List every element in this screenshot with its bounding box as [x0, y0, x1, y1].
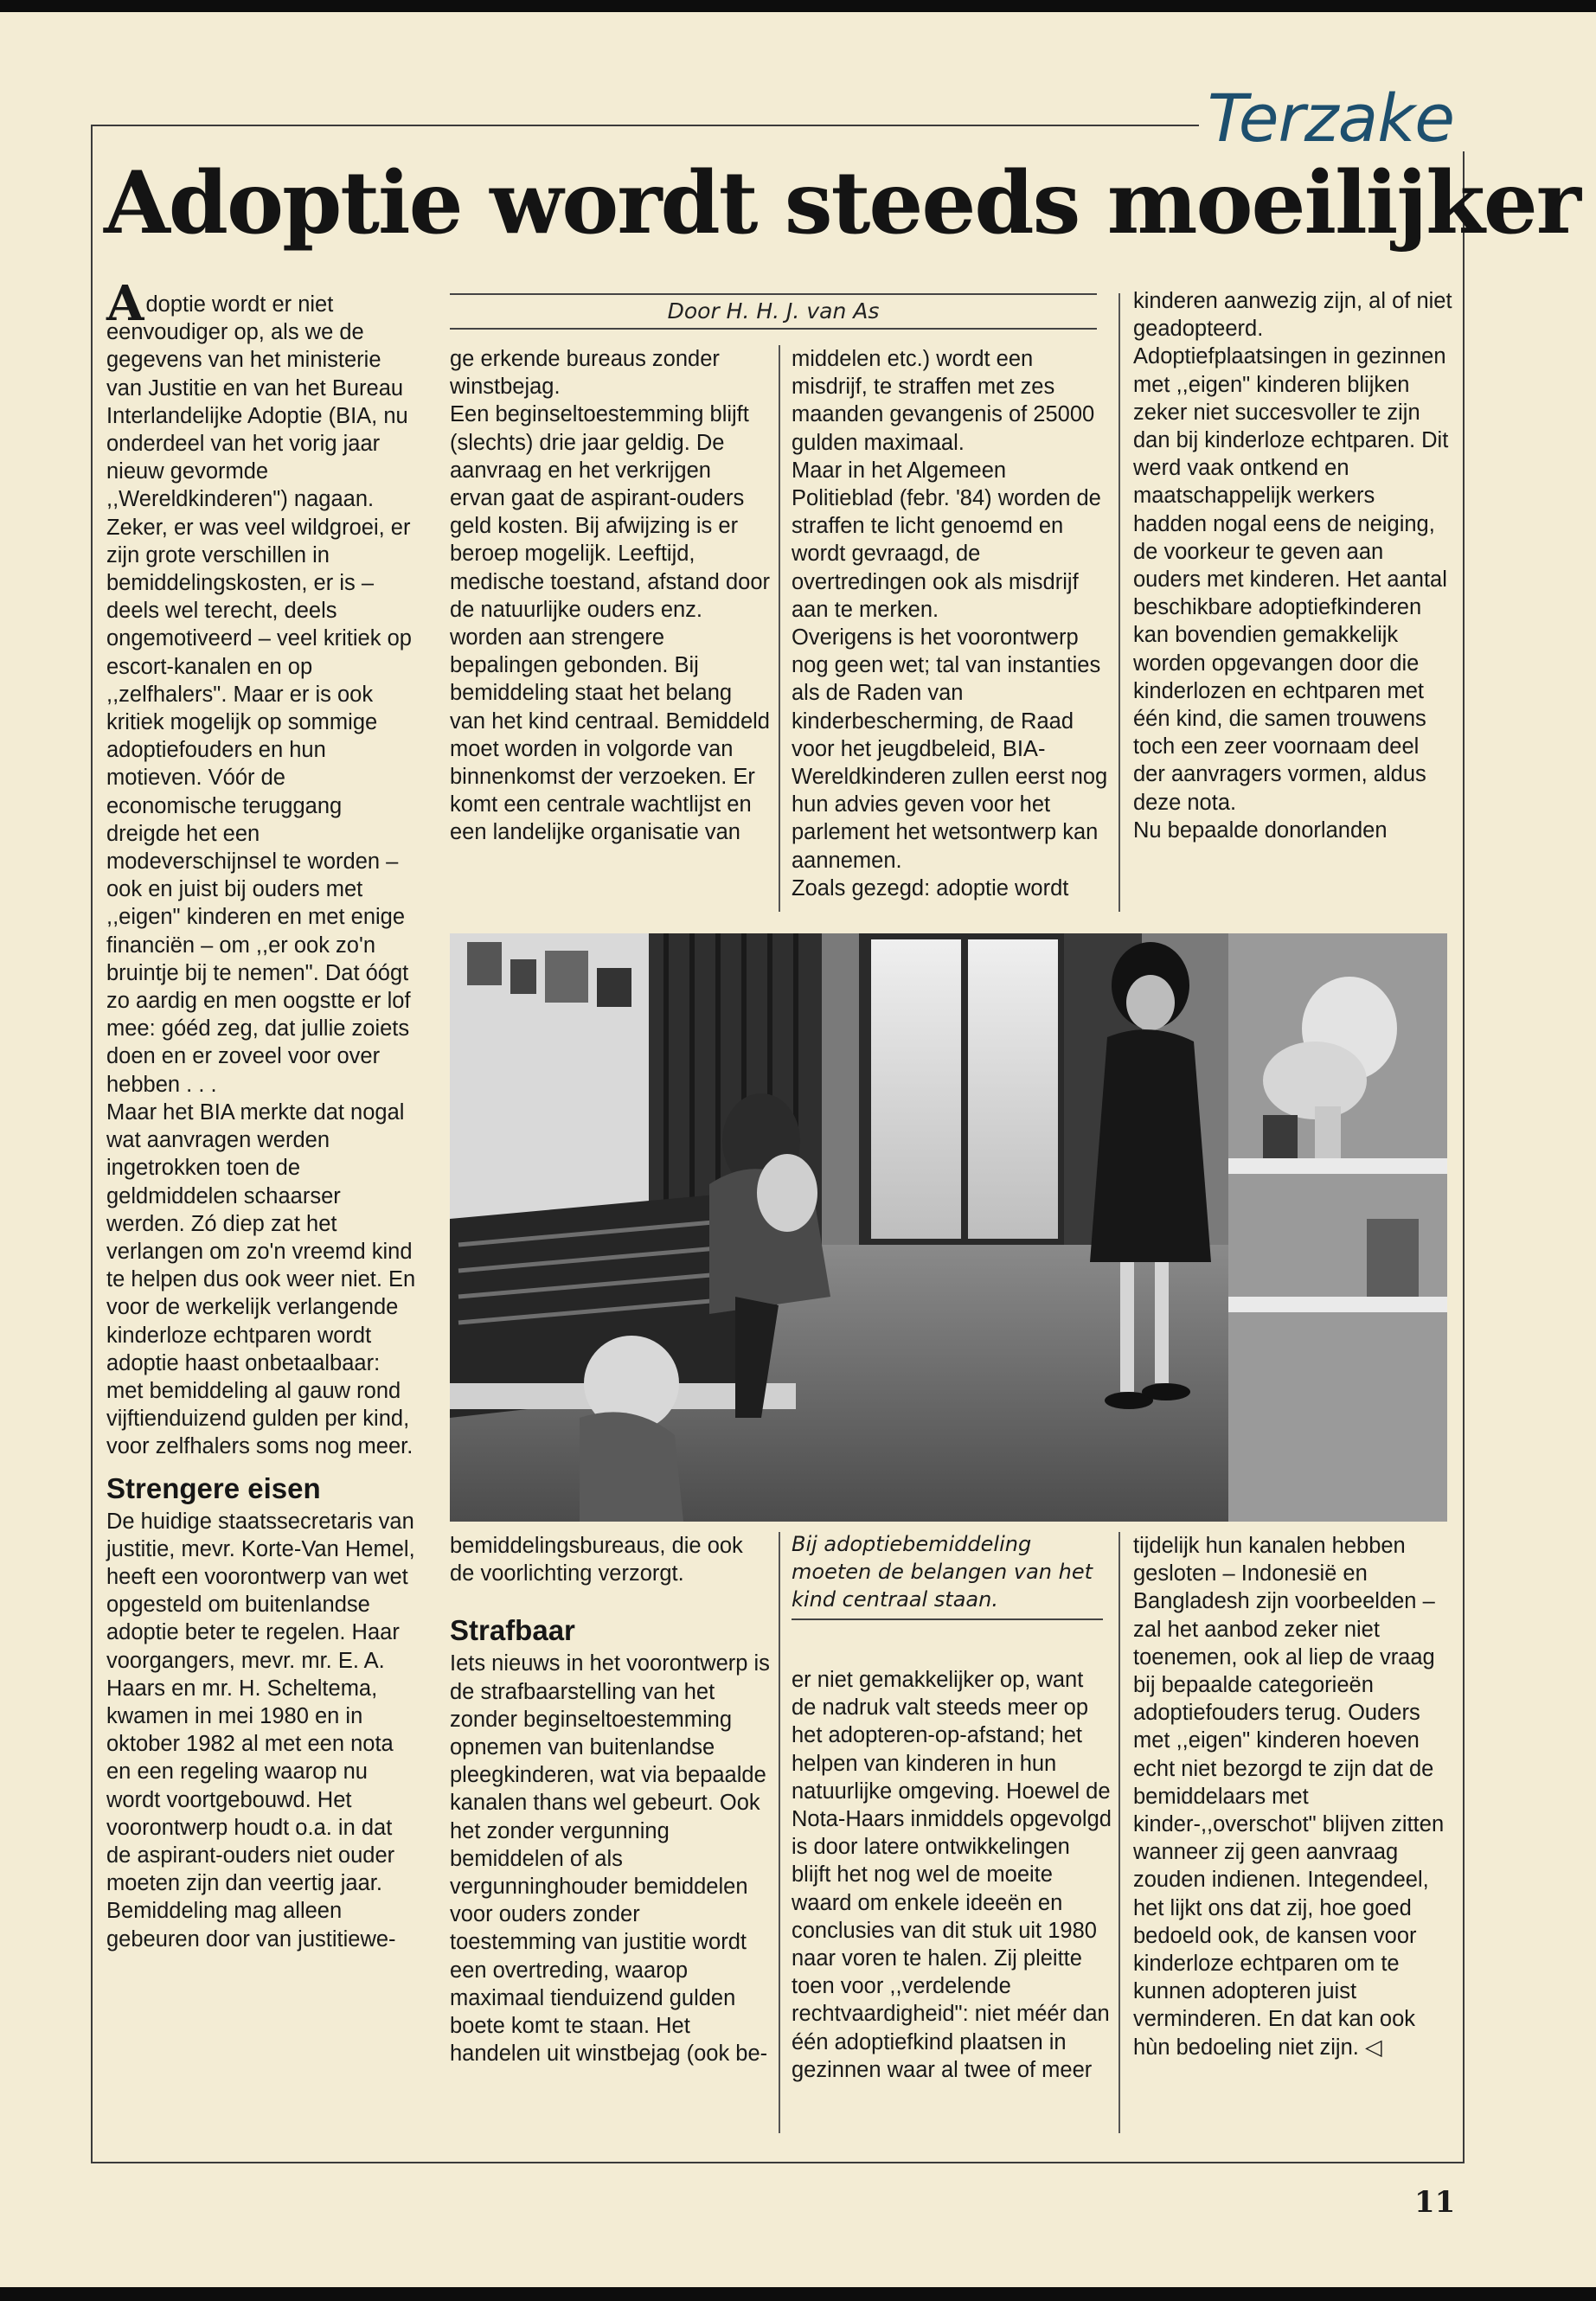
- headline: Adoptie wordt steeds moeilijker: [104, 153, 1580, 253]
- column-4-upper: kinderen aanwezig zijn, al of niet geadopteerd. Adoptiefplaatsingen in gezinnen met ,,eigen" kinderen blijken zeker niet succesvoller te zijn dan bij kinderloze echtparen. Dit werd vaak ontkend en maatschappelijk werkers hadden nogal eens de neiging, de voorkeur te geven aan ouders met kinderen. Het aantal beschikbare adoptiefkinderen kan bovendien gemakkelijk worden opgevangen door die kinderlozen en echtparen met één kind, die samen trouwens toch een zeer voornaam deel der aanvragers vormen, aldus deze nota. Nu bepaalde donorlanden: [1133, 289, 1452, 843]
- photo-children-room: [450, 933, 1447, 1522]
- column-1: [106, 275, 420, 1953]
- photo-caption: Bij adoptiebemiddeling moeten de belangen van het kind centraal staan.: [792, 1530, 1103, 1620]
- subhead-strafbaar: Strafbaar: [450, 1614, 575, 1647]
- column-4-lower: tijdelijk hun kanalen hebben gesloten – Indonesië en Bangladesh zijn voorbeelden – zal het aanbod zeker niet toenemen, ook al liep de vraag bij bepaalde categorieën adoptiefouders terug. Ouders met ,,eigen" kinderen hoeven echt niet bezorgd te zijn dat de bemiddelaars met kinder-,,overschot" blijven zitten wanneer zij geen aanvraag zouden indienen. Integendeel, het lijkt ons dat zij, hoe goed bedoeld ook, de kansen voor kinderloze echtparen om te kunnen adopteren juist verminderen. En dat kan ook hùn bedoeling niet zijn. ◁: [1133, 1534, 1445, 2060]
- column-divider-right: [1118, 293, 1120, 912]
- photo-illustration: [450, 933, 1447, 1522]
- column-2-upper: ge erkende bureaus zonder winstbejag. Een beginseltoestemming blijft (slechts) drie jaar geldig. De aanvraag en het verkrijgen ervan gaat de aspirant-ouders geld kosten. Bij afwijzing is er beroep mogelijk. Leeftijd, medische toestand, afstand door de natuurlijke ouders enz. worden aan strengere bepalingen gebonden. Bij bemiddeling staat het belang van het kind centraal. Bemiddeld moet worden in volgorde van binnenkomst der verzoeken. Er komt een centrale wachtlijst en een landelijke organisatie van: [450, 347, 770, 845]
- column-2-lower: bemiddelingsbureaus, die ook de voorlichting verzorgt. Strafbaar Iets nieuws in het voorontwerp is de strafbaarstelling van het zonder beginseltoestemming opnemen van buitenlandse pleegkinderen, wat via bepaalde kanalen thans wel gebeurt. Ook het zonder vergunning bemiddelen of als vergunninghouder bemiddelen voor ouders zonder toestemming van justitie wordt een overtreding, waarop maximaal tienduizend gulden boete komt te staan. Het handelen uit winstbejag (ook be-: [450, 1532, 770, 2067]
- subhead-strengere-eisen: Strengere eisen: [106, 1471, 321, 1504]
- column-divider-lower-right: [1118, 1532, 1120, 2133]
- drop-cap: A: [106, 275, 144, 332]
- end-mark: ◁: [1364, 2035, 1382, 2060]
- paragraph-bia: Maar het BIA merkte dat nogal wat aanvragen werden ingetrokken toen de geldmiddelen schaarser werden. Zó diep zat het verlangen om zo'n vreemd kind te helpen dus ook weer niet. En voor de werkelijk verlangende kinderloze echtparen wordt adoptie haast onbetaalbaar: met bemiddeling al gauw rond vijftienduizend gulden per kind, voor zelfhalers soms nog meer.: [106, 1099, 416, 1459]
- column-3-lower: er niet gemakkelijker op, want de nadruk valt steeds meer op het adopteren-op-afstand; het helpen van kinderen in hun natuurlijke omgeving. Hoewel de Nota-Haars inmiddels opgevolgd is door latere ontwikkelingen blijft het nog wel de moeite waard om enkele ideeën en conclusies van dit stuk uit 1980 naar voren te halen. Zij pleitte toen voor ,,verdelende rechtvaardigheid": niet méér dan één adoptiefkind plaatsen in gezinnen waar al twee of meer: [792, 1668, 1112, 2082]
- column-divider-lower: [779, 1532, 780, 2133]
- column-divider-upper: [779, 345, 780, 912]
- intro-paragraph: Adoptie wordt er niet eenvoudiger op, als we de gegevens van het ministerie van Justitie en van het Bureau Interlandelijke Adoptie (BIA, nu onderdeel van het vorig jaar nieuw gevormde ,,Wereldkinderen") nagaan. Zeker, er was veel wildgroei, er zijn grote verschillen in bemiddelingskosten, er is – deels wel terecht, deels ongemotiveerd – veel kritiek op escort-kanalen en op ,,zelfhalers". Maar er is ook kritiek mogelijk op sommige adoptiefouders en hun motieven. Vóór de economische teruggang dreigde het een modeverschijnsel te worden – ook en juist bij ouders met ,,eigen" kinderen en met enige financiën – om ,,er ook zo'n bruintje bij te nemen". Dat óógt zo aardig en men oogstte er lof mee: góéd zeg, dat jullie zoiets doen en er zoveel voor over hebben . . .: [106, 275, 412, 1097]
- paragraph-eisen: De huidige staatssecretaris van justitie, mevr. Korte-Van Hemel, heeft een voorontwerp van wet opgesteld om buitenlandse adoptie beter te regelen. Haar voorgangers, mevr. mr. E. A. Haars en mr. H. Scheltema, kwamen in mei 1980 en in oktober 1982 al met een nota en een regeling waarop nu wordt voortgebouwd. Het voorontwerp houdt o.a. in dat de aspirant-ouders niet ouder moeten zijn dan veertig jaar. Bemiddeling mag alleen gebeuren door van justitiewe-: [106, 1509, 415, 1952]
- column-3-upper: middelen etc.) wordt een misdrijf, te straffen met zes maanden gevangenis of 25000 gulden maximaal. Maar in het Algemeen Politieblad (febr. '84) worden de straffen te licht genoemd en wordt gevraagd, de overtredingen ook als misdrijf aan te merken. Overigens is het voorontwerp nog geen wet; tal van instanties als de Raden van kinderbescherming, de Raad voor het jeugdbeleid, BIA-Wereldkinderen zullen eerst nog hun advies geven voor het parlement het wetsontwerp kan aannemen. Zoals gezegd: adoptie wordt: [792, 347, 1108, 901]
- paragraph-strafbaar: Iets nieuws in het voorontwerp is de strafbaarstelling van het zonder beginseltoestemming opnemen van buitenlandse pleegkinderen, wat via bepaalde kanalen thans wel gebeurt. Ook het zonder vergunning bemiddelen of als vergunninghouder bemiddelen voor ouders zonder toestemming van justitie wordt een overtreding, waarop maximaal tienduizend gulden boete komt te staan. Het handelen uit winstbejag (ook be-: [450, 1651, 770, 2067]
- magazine-page: [0, 12, 1596, 2287]
- byline: Door H. H. J. van As: [450, 293, 1097, 330]
- page-number: 11: [1414, 2185, 1456, 2220]
- section-label: Terzake: [1199, 86, 1466, 151]
